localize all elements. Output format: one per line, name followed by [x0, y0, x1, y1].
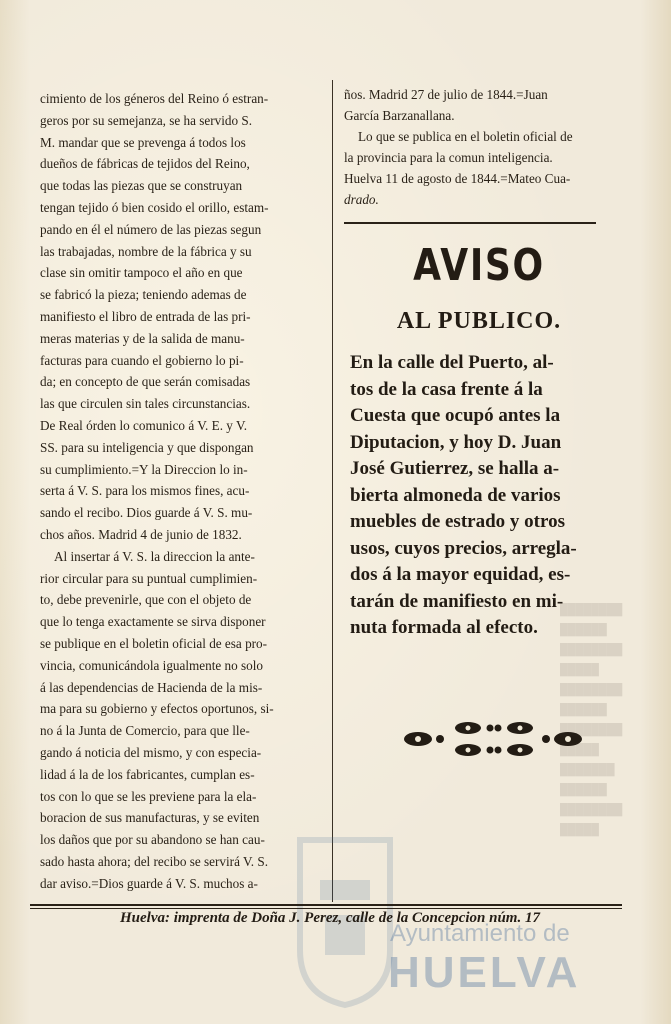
right-line: Huelva 11 de agosto de 1844.=Mateo Cua- — [344, 171, 571, 186]
left-line: SS. para su inteligencia y que dispongan — [40, 439, 254, 455]
left-line: meras materias y de la salida de manu- — [40, 330, 245, 346]
left-line: geros por su semejanza, se ha servido S. — [40, 112, 253, 128]
left-line: vincia, comunicándola igualmente no solo — [40, 657, 264, 673]
aviso-line: dos á la mayor equidad, es- — [350, 564, 571, 585]
footer-rule-thin — [30, 908, 622, 909]
left-column — [40, 88, 320, 894]
left-line: gando á noticia del mismo, y con especia- — [40, 744, 262, 760]
section-rule — [344, 222, 596, 224]
bleed-through-text: ████████ ██████ ████████ █████ ████████ ██████ ████████ █████ ███████ ██████ ████████ █████ — [560, 604, 623, 836]
left-line: tengan tejido ó bien cosido el orillo, estam- — [40, 199, 269, 215]
left-line: pando en él el número de las piezas segun — [40, 221, 262, 237]
left-line: sando el recibo. Dios guarde á V. S. mu- — [40, 505, 253, 521]
left-paragraph-2 — [40, 546, 320, 895]
left-line: á las dependencias de Hacienda de la mis- — [40, 679, 263, 695]
aviso-line: nuta formada al efecto. — [350, 617, 538, 638]
aviso-line: tarán de manifiesto en mi- — [350, 590, 564, 612]
left-line: boracion de sus manufacturas, y se eviten — [40, 810, 260, 826]
left-line: las trabajadas, nombre de la fábrica y su — [40, 243, 252, 259]
left-line: M. mandar que se prevenga á todos los — [40, 134, 246, 150]
left-line: su cumplimiento.=Y la Direccion lo in- — [40, 461, 248, 477]
watermark-line-1: Ayuntamiento de — [390, 920, 570, 947]
left-line: se publique en el boletin oficial de esa pro- — [40, 635, 268, 651]
left-line: chos años. Madrid 4 de junio de 1832. — [40, 526, 242, 542]
left-line: los daños que por su abandono se han cau- — [40, 832, 265, 848]
left-line: se fabricó la pieza; teniendo ademas de — [40, 287, 247, 303]
column-divider — [332, 80, 333, 902]
left-line: no á la Junta de Comercio, para que lle- — [40, 723, 250, 739]
left-line: las que circulen sin tales circunstancias. — [40, 396, 251, 412]
left-line: tos con lo que se les previene para la ela- — [40, 788, 257, 804]
right-line: drado. — [344, 192, 379, 207]
aviso-subtitle: AL PUBLICO. — [396, 308, 562, 334]
aviso-line: tos de la casa frente á la — [350, 378, 543, 400]
left-line: da; en concepto de que serán comisadas — [40, 374, 251, 390]
right-line: Lo que se publica en el boletin oficial de — [358, 129, 573, 144]
aviso-line: muebles de estrado y otros — [350, 511, 565, 532]
aviso-line: José Gutierrez, se halla a- — [350, 458, 560, 479]
left-line: lidad á la de los fabricantes, cumplan es- — [40, 766, 255, 782]
left-paragraph-1 — [40, 88, 320, 546]
right-line: García Barzanallana. — [344, 108, 455, 123]
watermark-line-2: HUELVA — [388, 948, 581, 997]
aviso-line: Diputacion, y hoy D. Juan — [350, 431, 562, 453]
aviso-line: En la calle del Puerto, al- — [350, 352, 554, 373]
left-line: sado hasta ahora; del recibo se servirá V. S. — [40, 853, 269, 869]
imprint-line: Huelva: imprenta de Doña J. Perez, calle de la Concepcion núm. 17 — [120, 910, 540, 926]
left-line: ma para su gobierno y efectos oportunos, si- — [40, 701, 274, 717]
left-line: serta á V. S. para los mismos fines, acu- — [40, 483, 250, 499]
left-line: De Real órden lo comunico á V. E. y V. — [40, 417, 248, 433]
right-column — [344, 84, 614, 210]
left-line: dar aviso.=Dios guarde á V. S. muchos a- — [40, 875, 258, 891]
left-line: manifiesto el libro de entrada de las pri- — [40, 308, 251, 324]
aviso-title: AVISO — [413, 240, 545, 291]
left-line: dueños de fábricas de tejidos del Reino, — [40, 156, 250, 172]
aviso-line: Cuesta que ocupó antes la — [350, 405, 561, 426]
left-line: rior circular para su puntual cumplimien- — [40, 570, 258, 586]
left-line: Al insertar á V. S. la direccion la ante- — [54, 548, 255, 564]
left-line: que lo tenga exactamente se sirva disponer — [40, 614, 266, 630]
footer-rule — [30, 904, 622, 906]
aviso-line: usos, cuyos precios, arregla- — [350, 537, 577, 559]
left-line: clase sin omitir tampoco el año en que — [40, 265, 243, 281]
left-line: to, debe prevenirle, que con el objeto de — [40, 592, 252, 608]
left-line: facturas para cuando el gobierno lo pi- — [40, 352, 244, 368]
left-line: cimiento de los géneros del Reino ó estran- — [40, 91, 269, 106]
aviso-line: bierta almoneda de varios — [350, 484, 561, 506]
aviso-body — [350, 350, 616, 642]
right-line: la provincia para la comun inteligencia. — [344, 150, 553, 165]
left-line: que todas las piezas que se construyan — [40, 178, 243, 194]
right-line: ños. Madrid 27 de julio de 1844.=Juan — [344, 87, 548, 102]
